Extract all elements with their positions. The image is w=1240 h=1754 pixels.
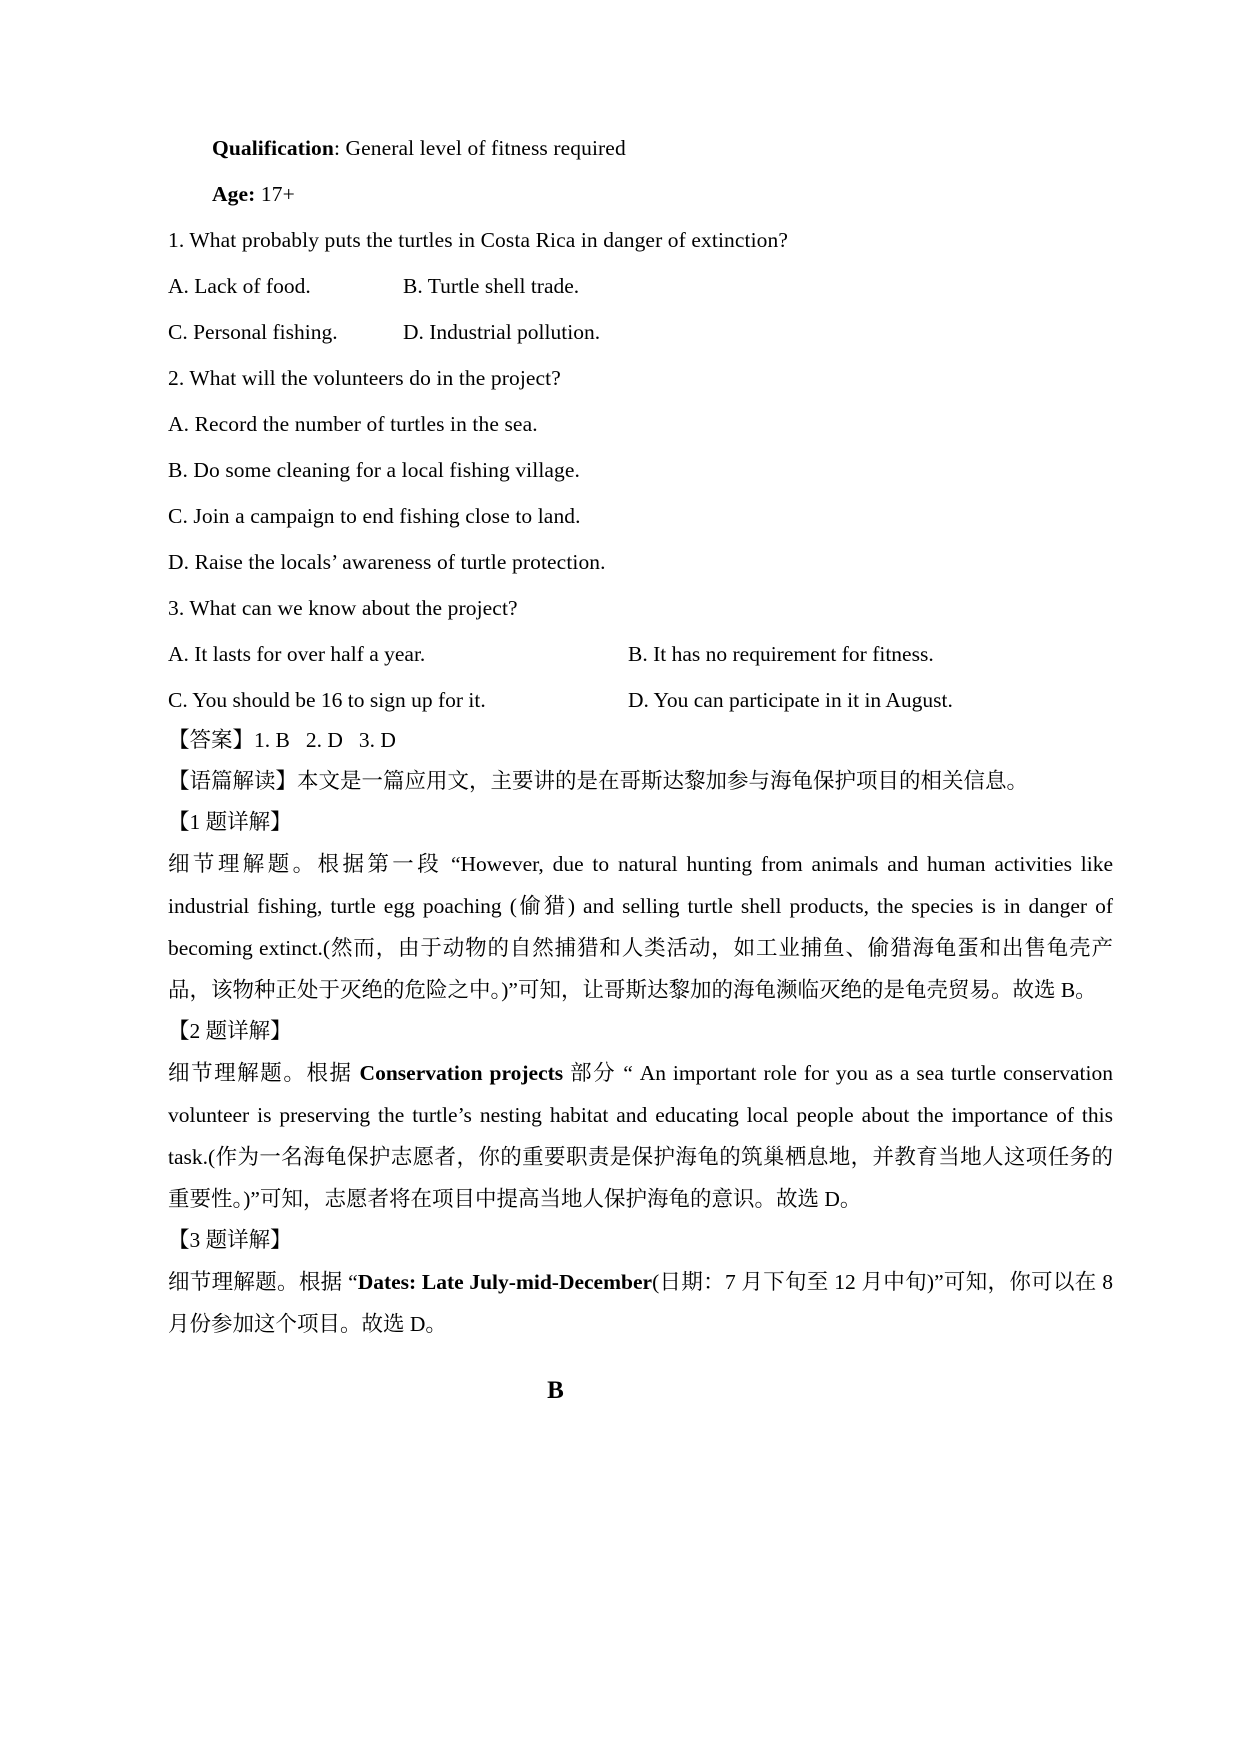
question-3-option-c[interactable]: C. You should be 16 to sign up for it.	[168, 688, 486, 712]
explanation-2-quote-en: An important role for you as a sea turtle conservation volunteer is preserving the turtle’s nesting habitat and educating local people about the importance of this task.	[168, 1061, 1113, 1169]
question-1-option-d[interactable]: D. Industrial pollution.	[403, 320, 601, 344]
explanation-3-heading: 【3 题详解】	[168, 1228, 292, 1252]
question-3-options-row-1	[168, 634, 1113, 674]
explanation-3-tail: ”可知，你可以在 8 月份参加这个项目。故选 D。	[168, 1270, 1113, 1336]
question-2-option-c[interactable]: C. Join a campaign to end fishing close to land.	[168, 504, 581, 528]
explanation-3-bold-term: Dates: Late July-mid-December	[357, 1270, 653, 1294]
explanation-2-body	[168, 1052, 1113, 1220]
qualification-value: : General level of fitness required	[333, 136, 626, 160]
question-3-option-a[interactable]: A. It lasts for over half a year.	[168, 642, 426, 666]
explanation-3-lead: 细节理解题。根据 “	[168, 1270, 358, 1294]
question-3-option-d[interactable]: D. You can participate in it in August.	[628, 688, 953, 712]
explanation-1-body	[168, 843, 1113, 1011]
question-3-option-b[interactable]: B. It has no requirement for fitness.	[628, 642, 934, 666]
footer-section-letter: B	[547, 1377, 564, 1404]
page-content	[168, 128, 1113, 1411]
question-2-option-a[interactable]: A. Record the number of turtles in the sea.	[168, 412, 538, 436]
question-1-stem: 1. What probably puts the turtles in Costa Rica in danger of extinction?	[168, 228, 789, 252]
explanation-2-heading: 【2 题详解】	[168, 1019, 292, 1043]
explanation-1-tail: ”可知，让哥斯达黎加的海龟濒临灭绝的是龟壳贸易。故选 B。	[508, 978, 1097, 1002]
question-1-option-a[interactable]: A. Lack of food.	[168, 274, 311, 298]
explanation-1-quote-en: However, due to natural hunting from animals and human activities like industrial fishing, turtle egg poaching (偷猎) and selling turtle shell products, the species is in danger of becoming extinct.	[168, 852, 1113, 960]
qualification-label: Qualification	[212, 136, 334, 160]
answer-key-item-2: 2. D	[305, 728, 343, 752]
explanation-2-tail: ”可知，志愿者将在项目中提高当地人保护海龟的意识。故选 D。	[250, 1187, 862, 1211]
question-2-option-b[interactable]: B. Do some cleaning for a local fishing village.	[168, 458, 580, 482]
question-3-options-row-2	[168, 680, 1113, 720]
passage-note-heading: 【语篇解读】	[168, 769, 298, 793]
question-1-options-row-1	[168, 266, 1113, 306]
question-1-option-c[interactable]: C. Personal fishing.	[168, 320, 338, 344]
question-1-options-row-2	[168, 312, 1113, 352]
passage-note-body: 本文是一篇应用文，主要讲的是在哥斯达黎加参与海龟保护项目的相关信息。	[297, 769, 1029, 793]
qualification-line	[168, 128, 1113, 168]
explanation-2-quote-cn: (作为一名海龟保护志愿者，你的重要职责是保护海龟的筑巢栖息地，并教育当地人这项任务的重要性。)	[168, 1145, 1113, 1211]
answer-key-heading: 【答案】	[168, 728, 255, 752]
passage-note-line	[168, 761, 1113, 802]
age-label: Age:	[212, 182, 256, 206]
explanation-1-heading: 【1 题详解】	[168, 810, 292, 834]
question-3-stem: 3. What can we know about the project?	[168, 596, 518, 620]
explanation-2-bold-term: Conservation projects	[359, 1061, 564, 1085]
answer-key-item-1: 1. B	[254, 728, 290, 752]
explanation-1-quote-cn: (然而，由于动物的自然捕猎和人类活动，如工业捕鱼、偷猎海龟蛋和出售龟壳产品，该物种正处于灭绝的危险之中。)	[168, 936, 1113, 1002]
explanation-3-body	[168, 1261, 1113, 1345]
age-line	[168, 174, 1113, 214]
answer-key-line	[168, 720, 1113, 761]
explanation-3-quote-cn: (日期：7 月下旬至 12 月中旬)	[652, 1270, 935, 1294]
explanation-2-lead2: 部分 “	[563, 1061, 640, 1085]
answer-key-item-3: 3. D	[358, 728, 396, 752]
explanation-2-lead: 细节理解题。根据	[168, 1061, 360, 1085]
explanation-1-lead: 细节理解题。根据第一段 “	[168, 852, 461, 876]
question-2-stem: 2. What will the volunteers do in the project?	[168, 366, 561, 390]
age-value: 17+	[255, 182, 295, 206]
question-2-option-d[interactable]: D. Raise the locals’ awareness of turtle protection.	[168, 550, 606, 574]
question-1-option-b[interactable]: B. Turtle shell trade.	[403, 274, 580, 298]
